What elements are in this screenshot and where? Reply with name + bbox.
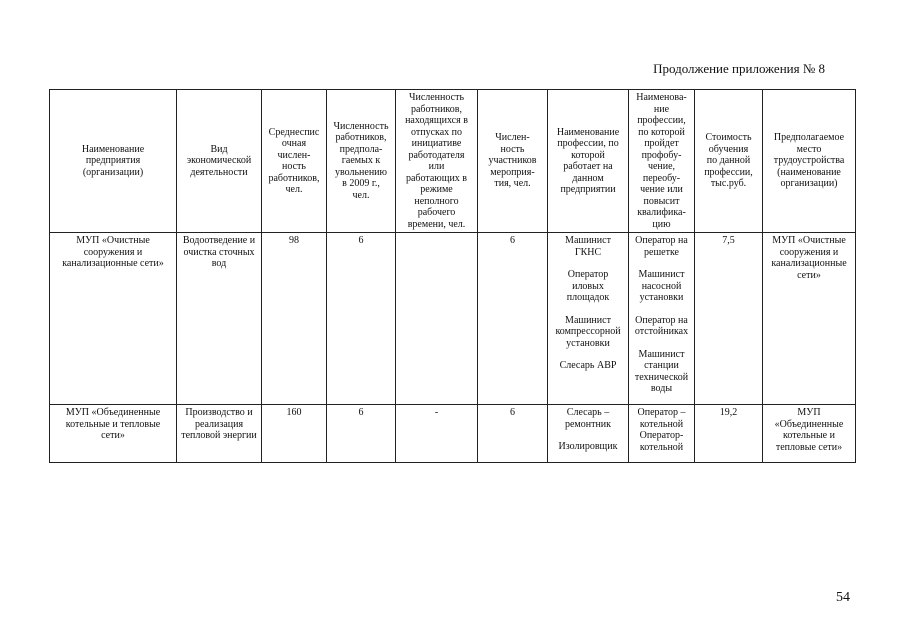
cell-avg-staff: 160 (262, 405, 327, 463)
col-header-training-profession: Наименова- ние профессии, по которой пройдет профобу- чение, переобу- чение или повысит квалифика- цию (629, 90, 695, 233)
appendix-continuation-header: Продолжение приложения № 8 (653, 61, 825, 76)
cell-part-time: - (396, 405, 478, 463)
col-header-enterprise: Наименование предприятия (организации) (50, 90, 177, 233)
col-header-training-cost: Стоимость обучения по данной профессии, тыс.руб. (695, 90, 763, 233)
profession-item: Машинист станции технической воды (634, 348, 689, 394)
col-header-participants: Числен- ность участников мероприя- тия, чел. (478, 90, 548, 233)
cell-activity: Производство и реализация тепловой энергии (177, 405, 262, 463)
cell-training-professions (629, 233, 695, 405)
col-header-placement: Предполагаемое место трудоустройства (наименование организации) (763, 90, 856, 233)
profession-item: Оператор на решетке (635, 235, 688, 258)
table-row (50, 405, 856, 463)
cell-activity: Водоотведение и очистка сточных вод (177, 233, 262, 405)
data-table (49, 89, 856, 463)
page-number: 54 (836, 590, 850, 605)
cell-training-professions (629, 405, 695, 463)
profession-item: Слесарь АВР (559, 360, 617, 371)
profession-item: Оператор – котельной (637, 407, 686, 430)
cell-enterprise: МУП «Объединенные котельные и тепловые сети» (50, 405, 177, 463)
cell-part-time (396, 233, 478, 405)
cell-training-cost: 7,5 (695, 233, 763, 405)
table-header-row (50, 90, 856, 233)
profession-item: Оператор-котельной (639, 430, 684, 453)
profession-item: Машинист ГКНС (565, 235, 611, 258)
cell-current-professions (548, 405, 629, 463)
col-header-avg-staff: Среднеспис очная числен- ность работников, чел. (262, 90, 327, 233)
cell-to-dismiss: 6 (327, 233, 396, 405)
col-header-activity: Вид экономической деятельности (177, 90, 262, 233)
col-header-part-time: Численность работников, находящихся в отпусках по инициативе работодателя или работающих в режиме неполного рабочего времени, чел. (396, 90, 478, 233)
table-row (50, 233, 856, 405)
col-header-current-profession: Наименование профессии, по которой работает на данном предприятии (548, 90, 629, 233)
profession-item: Слесарь – ремонтник (564, 407, 612, 430)
cell-to-dismiss: 6 (327, 405, 396, 463)
col-header-to-dismiss: Численность работников, предпола- гаемых к увольнению в 2009 г., чел. (327, 90, 396, 233)
profession-item: Машинист насосной установки (638, 269, 685, 303)
cell-enterprise: МУП «Очистные сооружения и канализационные сети» (50, 233, 177, 405)
cell-placement: МУП «Очистные сооружения и канализационные сети» (763, 233, 856, 405)
cell-participants: 6 (478, 405, 548, 463)
profession-item: Изолировщик (558, 441, 618, 452)
profession-item: Машинист компрессорной установки (555, 314, 621, 349)
cell-avg-staff: 98 (262, 233, 327, 405)
cell-training-cost: 19,2 (695, 405, 763, 463)
profession-item: Оператор на отстойниках (634, 314, 689, 337)
cell-placement: МУП «Объединенные котельные и тепловые сети» (763, 405, 856, 463)
profession-item: Оператор иловых площадок (566, 269, 610, 303)
cell-participants: 6 (478, 233, 548, 405)
cell-current-professions (548, 233, 629, 405)
